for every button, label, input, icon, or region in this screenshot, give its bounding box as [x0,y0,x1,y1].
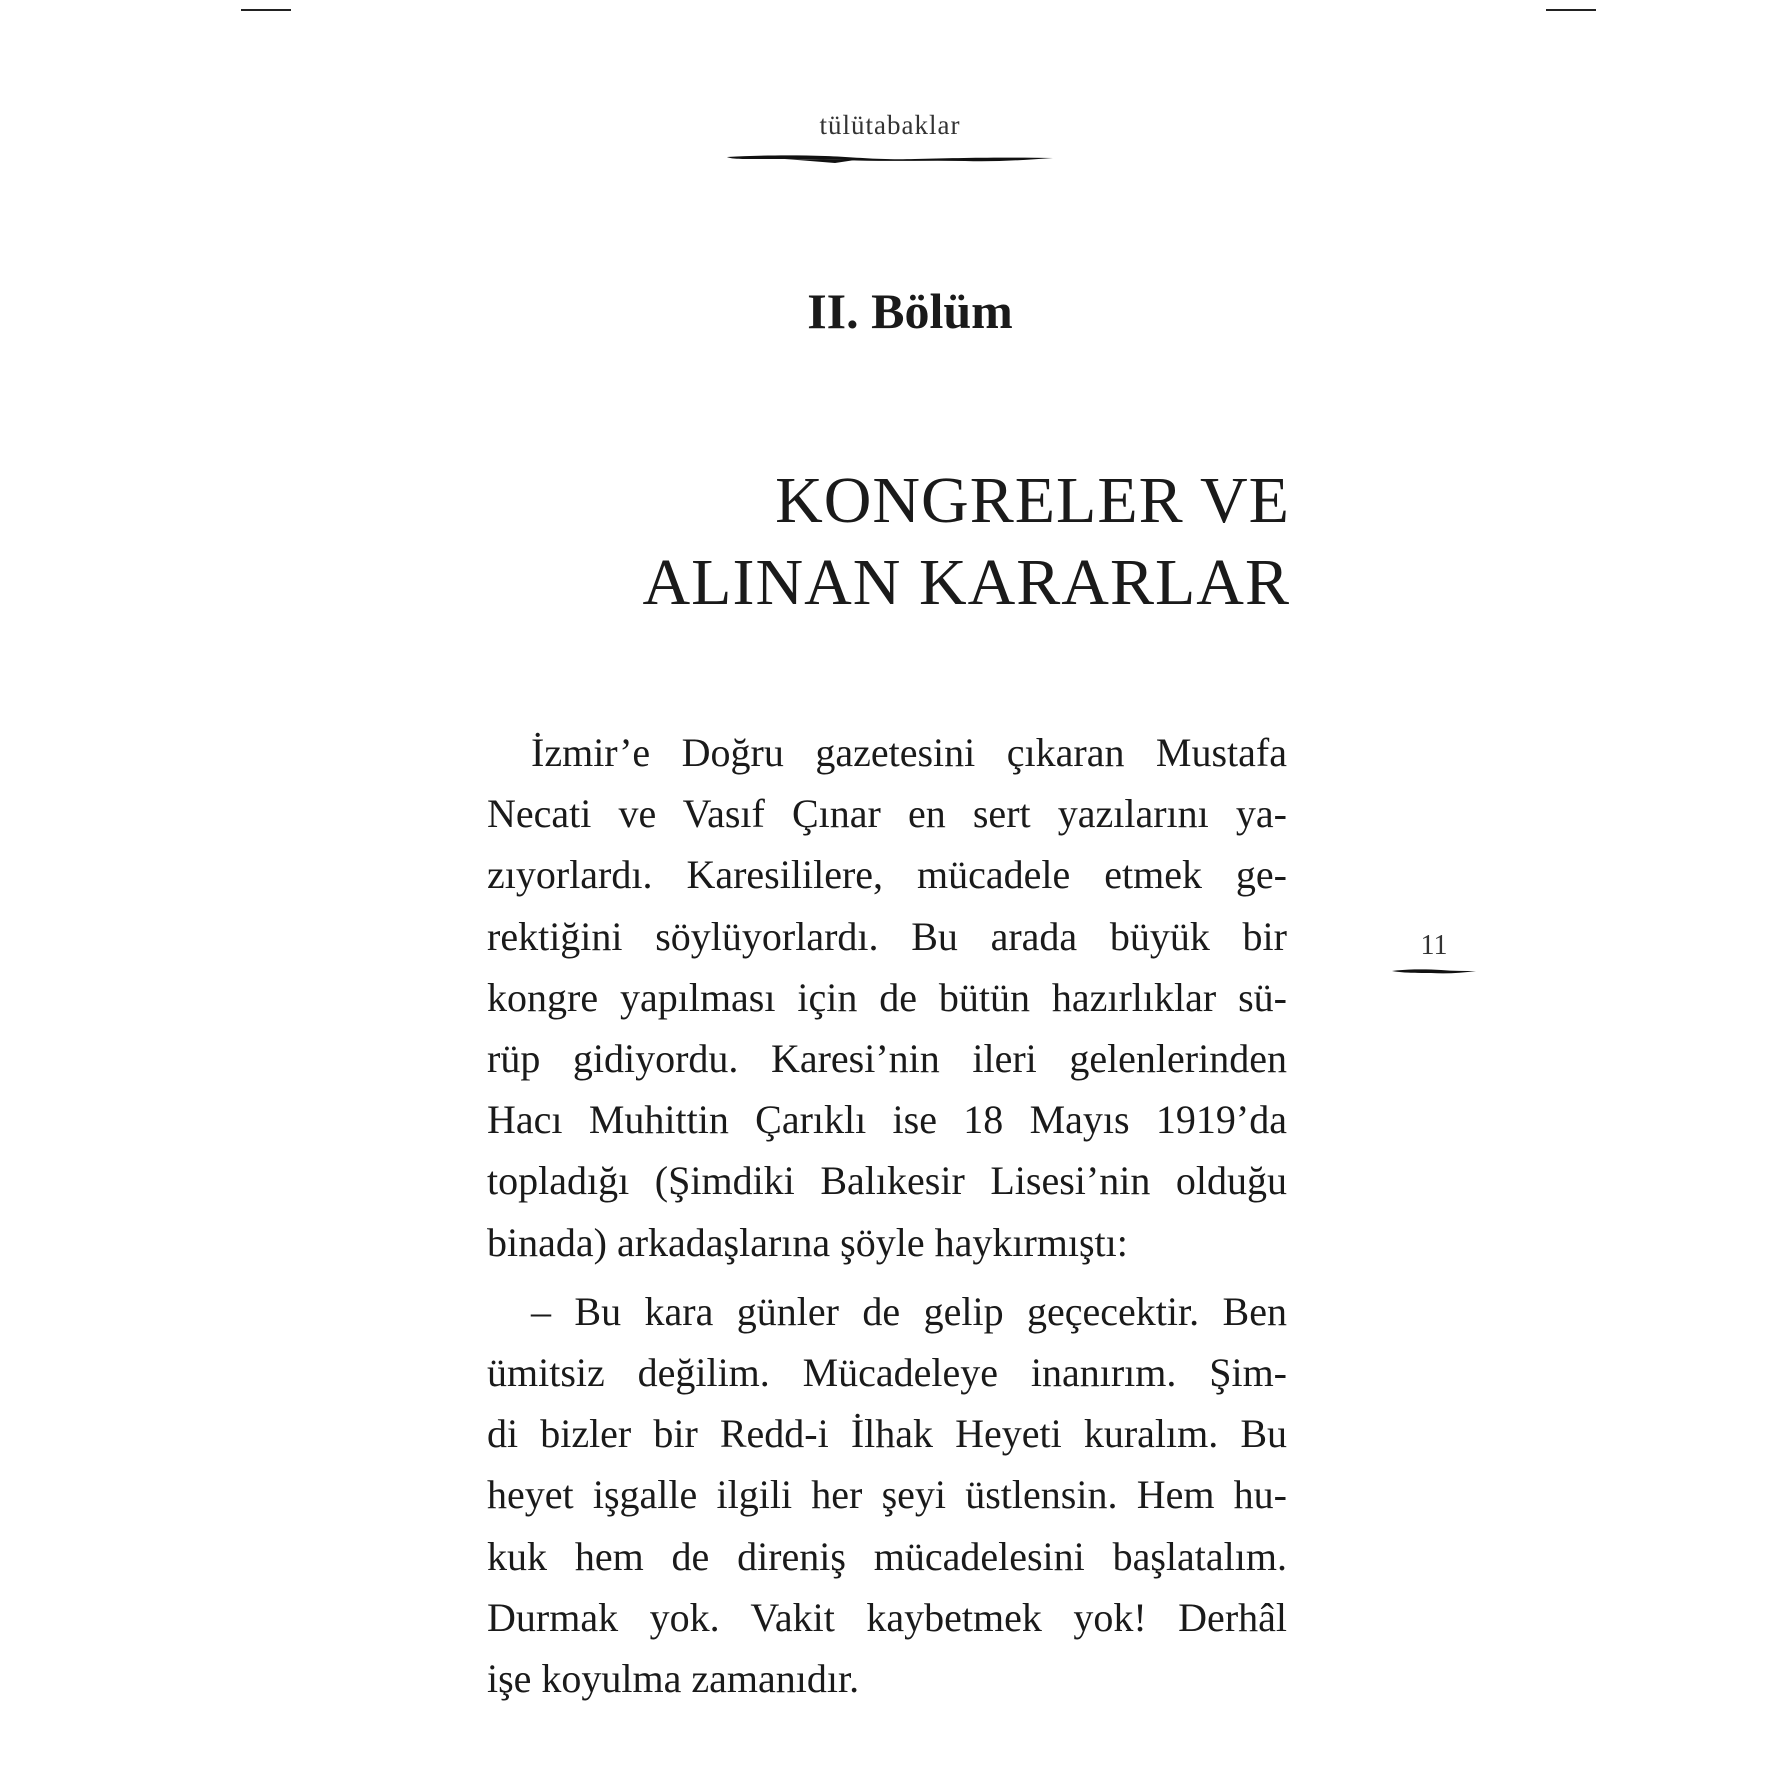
text-line: di bizler bir Redd-i İlhak Heyeti kuralım. Bu [487,1411,1287,1457]
crop-mark-right [1546,9,1596,11]
brush-rule-ornament [725,151,1055,165]
text-line: kuk hem de direniş mücadelesini başlatalım. [487,1533,1287,1579]
chapter-title [480,460,1290,624]
text-line: işe koyulma zamanıdır. [487,1656,860,1702]
body-text [487,722,1287,1709]
text-line: Hacı Muhittin Çarıklı ise 18 Mayıs 1919’da [487,1097,1287,1143]
paragraph-2 [487,1281,1287,1709]
text-line: Durmak yok. Vakit kaybetmek yok! Derhâl [487,1594,1287,1640]
text-line: kongre yapılması için de bütün hazırlıklar sü- [487,974,1287,1020]
running-header [680,110,1100,165]
text-line: binada) arkadaşlarına şöyle haykırmıştı: [487,1219,1128,1265]
text-line: zıyorlardı. Karesililere, mücadele etmek ge- [487,852,1287,898]
text-line: rüp gidiyordu. Karesi’nin ileri gelenlerinden [487,1036,1287,1082]
text-line: – Bu kara günler de gelip geçecektir. Ben [531,1288,1287,1334]
text-line: Necati ve Vasıf Çınar en sert yazılarını ya- [487,791,1287,837]
chapter-title-line-1: KONGRELER VE [775,464,1290,537]
chapter-label: II. Bölüm [807,283,1013,339]
crop-mark-left [241,9,291,11]
text-line: ümitsiz değilim. Mücadeleye inanırım. Şim- [487,1350,1287,1396]
chapter-title-line-2: ALINAN KARARLAR [642,546,1290,619]
page-number-text: 11 [1420,930,1448,961]
text-line: rektiğini söylüyorlardı. Bu arada büyük bir [487,913,1287,959]
paragraph-1 [487,722,1287,1273]
text-line: topladığı (Şimdiki Balıkesir Lisesi’nin olduğu [487,1158,1287,1204]
running-header-title: tülütabaklar [819,110,961,140]
page-number-brush-rule [1391,966,1477,976]
text-line: İzmir’e Doğru gazetesini çıkaran Mustafa [531,730,1287,775]
text-line: heyet işgalle ilgili her şeyi üstlensin. Hem hu- [487,1472,1287,1518]
page-number [1384,930,1484,976]
